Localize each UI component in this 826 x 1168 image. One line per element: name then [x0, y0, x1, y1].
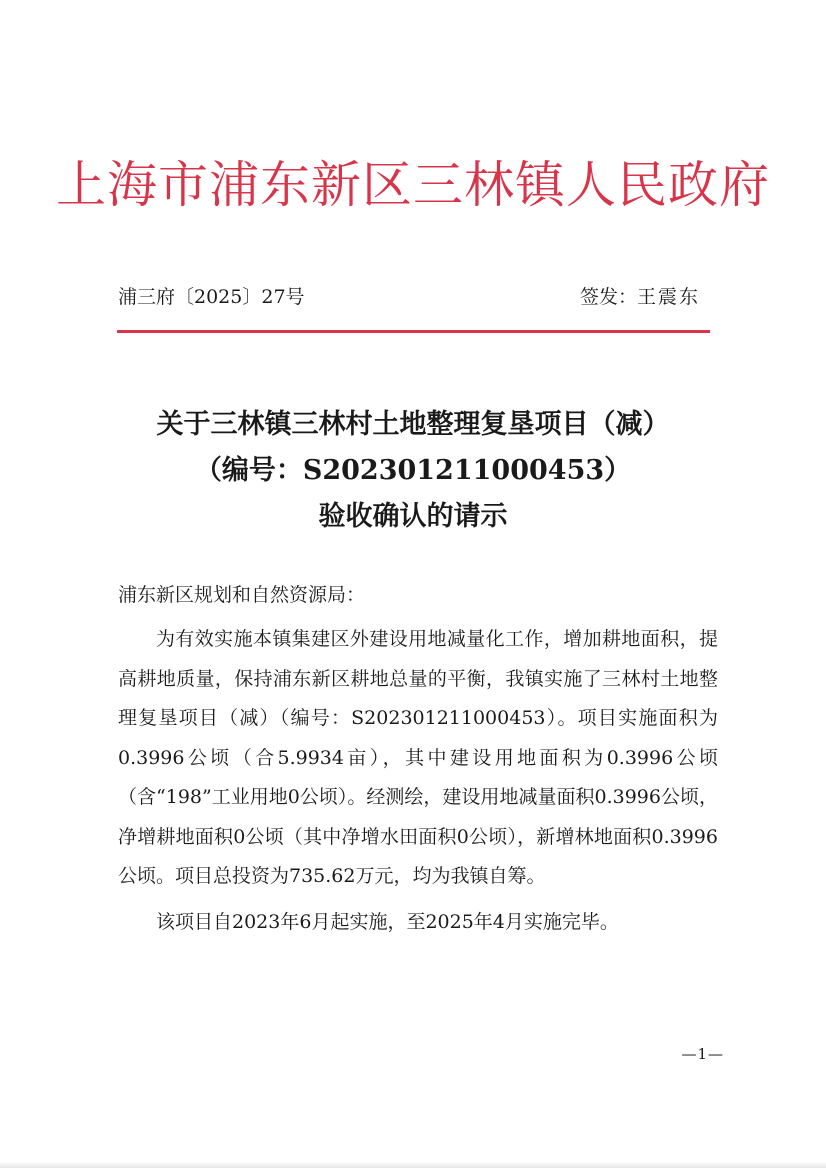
title-line-3: 验收确认的请示 [318, 501, 508, 532]
salutation: 浦东新区规划和自然资源局： [118, 584, 366, 606]
document-title [0, 402, 826, 540]
body-paragraph-1: 为有效实施本镇集建区外建设用地减量化工作，增加耕地面积，提高耕地质量，保持浦东新区耕地总量的平衡，我镇实施了三林村土地整理复垦项目（减）（编号：S202301211000453）。项目实施面积为0.3996公顷（合5.9934亩），其中建设用地面积为0.3996公顷（含“198”工业用地0公顷）。经测绘，建设用地减量面积0.3996公顷，净增耕地面积0公顷（其中净增水田面积0公顷），新增林地面积0.3996公顷。项目总投资为735.62万元，均为我镇自筹。 [118, 628, 718, 887]
signer-name: 王震东 [636, 286, 700, 308]
signer-label: 签发： [579, 286, 637, 308]
signer-block [580, 282, 700, 312]
body-text [118, 620, 718, 942]
title-line-2: （编号：S202301211000453） [194, 455, 632, 486]
title-line-1: 关于三林镇三林村土地整理复垦项目（减） [156, 409, 670, 440]
document-number: 浦三府〔2025〕27号 [118, 286, 305, 308]
issuing-organization-header: 上海市浦东新区三林镇人民政府 [56, 156, 770, 214]
scan-bottom-edge [0, 1162, 826, 1168]
body-paragraph-2: 该项目自2023年6月起实施，至2025年4月实施完毕。 [156, 910, 619, 933]
page-number: —1— [681, 1045, 724, 1063]
header-red-rule [117, 330, 710, 333]
